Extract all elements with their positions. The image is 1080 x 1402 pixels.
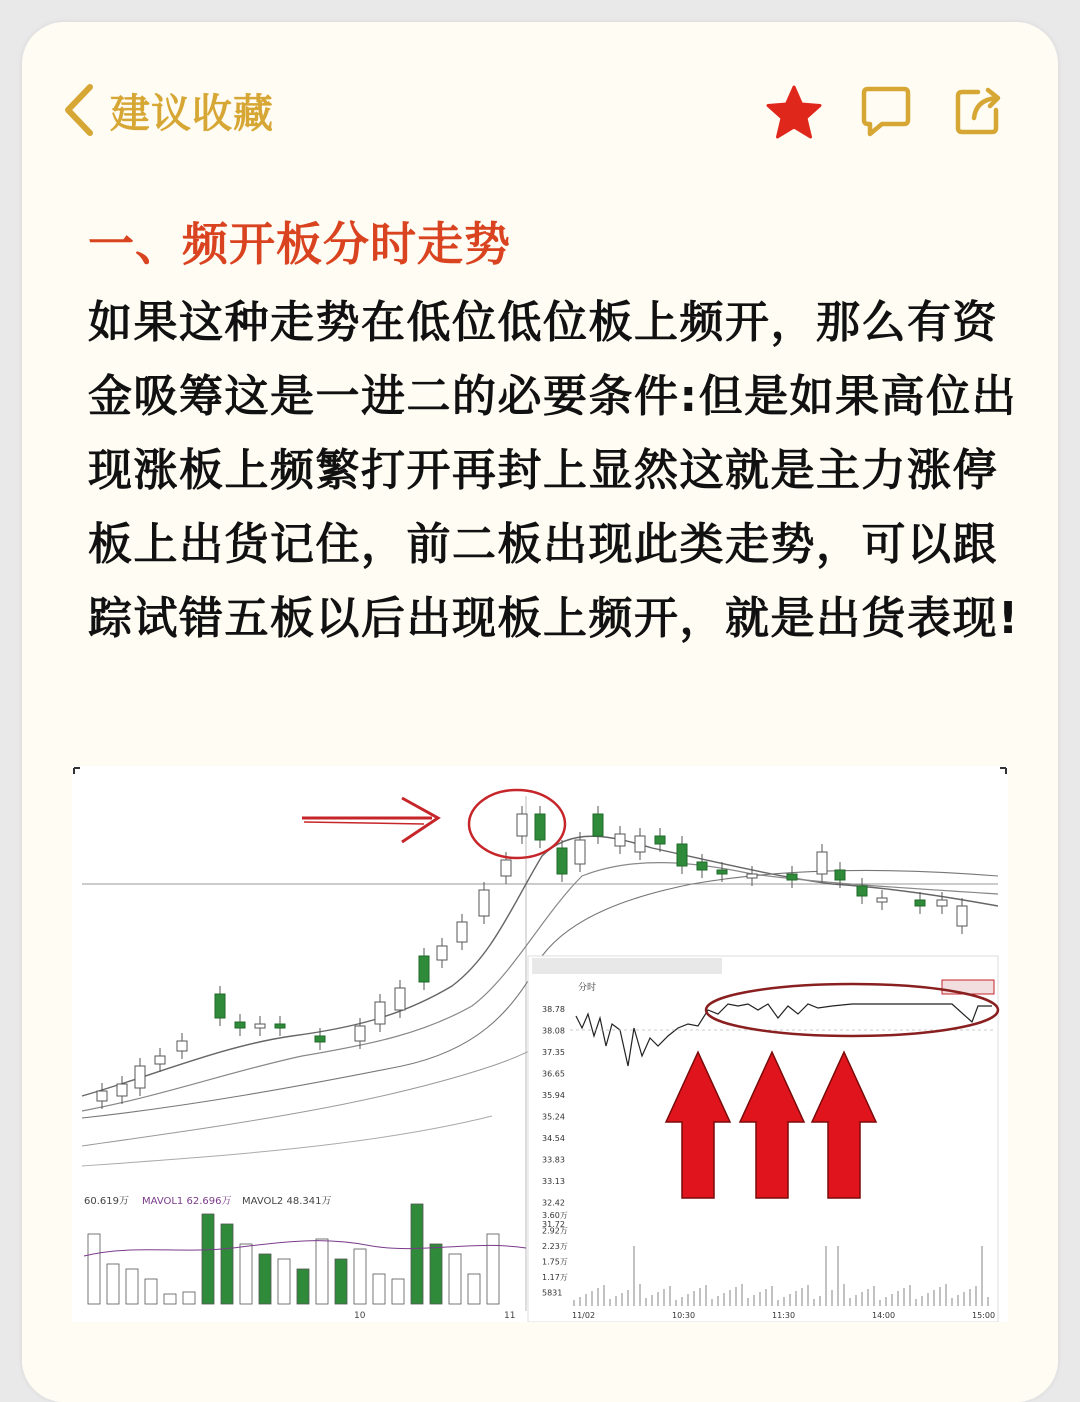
volume-bar [202, 1214, 214, 1304]
candle-body [235, 1022, 245, 1028]
article-content [88, 214, 1038, 656]
volume-bar [145, 1279, 157, 1304]
inset-price-label: 34.54 [542, 1134, 565, 1143]
volume-bar [354, 1249, 366, 1304]
candle-body [857, 886, 867, 896]
candle-body [877, 898, 887, 902]
inset-volume-label: 1.75万 [542, 1257, 568, 1267]
volume-bar [259, 1254, 271, 1304]
candle-body [135, 1066, 145, 1088]
x-label-10: 10 [354, 1311, 366, 1321]
inset-volume-label: 1.17万 [542, 1273, 568, 1282]
candle-body [957, 906, 967, 926]
volume-bar [411, 1204, 423, 1304]
candle-body [747, 874, 757, 878]
chevron-left-icon [62, 83, 96, 137]
candle-body [835, 870, 845, 880]
volume-bar [487, 1234, 499, 1304]
volume-bar [430, 1244, 442, 1304]
inset-time-label: 14:00 [872, 1311, 896, 1320]
inset-intraday-chart [528, 956, 998, 1322]
candle-body [437, 946, 447, 960]
volume-bar [240, 1244, 252, 1304]
share-button[interactable] [952, 84, 1004, 138]
candle-body [255, 1024, 265, 1028]
candle-body [787, 874, 797, 880]
candle-body [557, 848, 567, 874]
bottom-bar [22, 1322, 1058, 1402]
candle-body [697, 862, 707, 870]
volume-bar [107, 1264, 119, 1304]
back-label: 建议收藏 [110, 90, 274, 137]
candle-body [117, 1084, 127, 1096]
comment-icon [860, 84, 912, 140]
inset-price-label: 31.72 [542, 1220, 565, 1229]
inset-time-label: 11:30 [772, 1311, 796, 1320]
candle-body [355, 1026, 365, 1041]
inset-volume-label: 5831 [542, 1288, 563, 1298]
inset-top-label: 分时 [578, 983, 597, 993]
article-card [22, 22, 1058, 1402]
candle-body [717, 870, 727, 874]
inset-time-label: 10:30 [672, 1311, 696, 1320]
volume-bar [183, 1292, 195, 1304]
candle-body [615, 834, 625, 846]
volume-bar [316, 1239, 328, 1304]
volume-bar [297, 1269, 309, 1304]
candle-body [155, 1056, 165, 1064]
volume-bar [392, 1279, 404, 1304]
inset-price-label: 32.42 [542, 1198, 565, 1208]
inset-volume-label: 2.92万 [542, 1226, 568, 1236]
candle-body [535, 814, 545, 840]
inset-price-label: 37.35 [542, 1048, 565, 1057]
section-title: 一、频开板分时走势 [88, 217, 511, 271]
inset-time-label: 11/02 [572, 1311, 596, 1320]
volume-bar [449, 1254, 461, 1304]
candle-body [501, 860, 511, 876]
candle-body [215, 994, 225, 1018]
volume-bar [221, 1224, 233, 1304]
inset-volume-label: 3.60万 [542, 1211, 568, 1220]
favorite-button[interactable] [764, 84, 824, 142]
star-icon [764, 84, 824, 142]
comment-button[interactable] [860, 84, 912, 140]
inset-price-label: 38.08 [542, 1026, 565, 1036]
share-icon [952, 84, 1004, 138]
candle-body [817, 852, 827, 874]
inset-price-label: 33.83 [542, 1155, 565, 1165]
volume-bar [373, 1274, 385, 1304]
stock-chart-image [72, 766, 1008, 1326]
vol-ma1-label: MAVOL1 62.696万 [142, 1196, 232, 1207]
candle-body [419, 956, 429, 982]
volume-bar [335, 1259, 347, 1304]
candle-body [275, 1024, 285, 1028]
volume-bar [468, 1274, 480, 1304]
back-button[interactable] [62, 80, 274, 140]
vol-ma2-label: MAVOL2 48.341万 [242, 1196, 332, 1207]
inset-price-label: 36.65 [542, 1069, 565, 1079]
inset-time-label: 15:00 [972, 1311, 996, 1320]
candle-body [177, 1041, 187, 1051]
candle-body [315, 1036, 325, 1042]
candle-body [575, 840, 585, 864]
inset-price-label: 35.94 [542, 1091, 565, 1100]
candle-body [479, 890, 489, 916]
x-label-11: 11 [504, 1311, 516, 1321]
volume-bar [126, 1269, 138, 1304]
candle-body [97, 1091, 107, 1101]
candle-body [395, 988, 405, 1010]
volume-label: 60.619万 [84, 1196, 129, 1207]
candle-body [655, 836, 665, 844]
volume-bar [164, 1294, 176, 1304]
candle-body [517, 814, 527, 836]
candle-body [593, 814, 603, 836]
candle-body [915, 900, 925, 906]
candle-body [635, 836, 645, 852]
candle-body [375, 1002, 385, 1024]
inset-volume-label: 2.23万 [542, 1242, 568, 1251]
top-bar [22, 22, 1058, 192]
inset-price-label: 33.13 [542, 1177, 565, 1186]
article-body: 如果这种走势在低位低位板上频开，那么有资金吸筹这是一进二的必要条件:但是如果高位出现涨板上频繁打开再封上显然这就是主力涨停板上出货记住，前二板出现此类走势，可以跟踪试错五板以后出现板上频开，就是出货表现! [88, 297, 1020, 644]
inset-price-label: 35.24 [542, 1112, 565, 1122]
inset-price-label: 38.78 [542, 1005, 565, 1014]
volume-bar [278, 1259, 290, 1304]
candle-body [677, 844, 687, 866]
candle-body [937, 900, 947, 906]
volume-bar [88, 1234, 100, 1304]
candle-body [457, 922, 467, 942]
